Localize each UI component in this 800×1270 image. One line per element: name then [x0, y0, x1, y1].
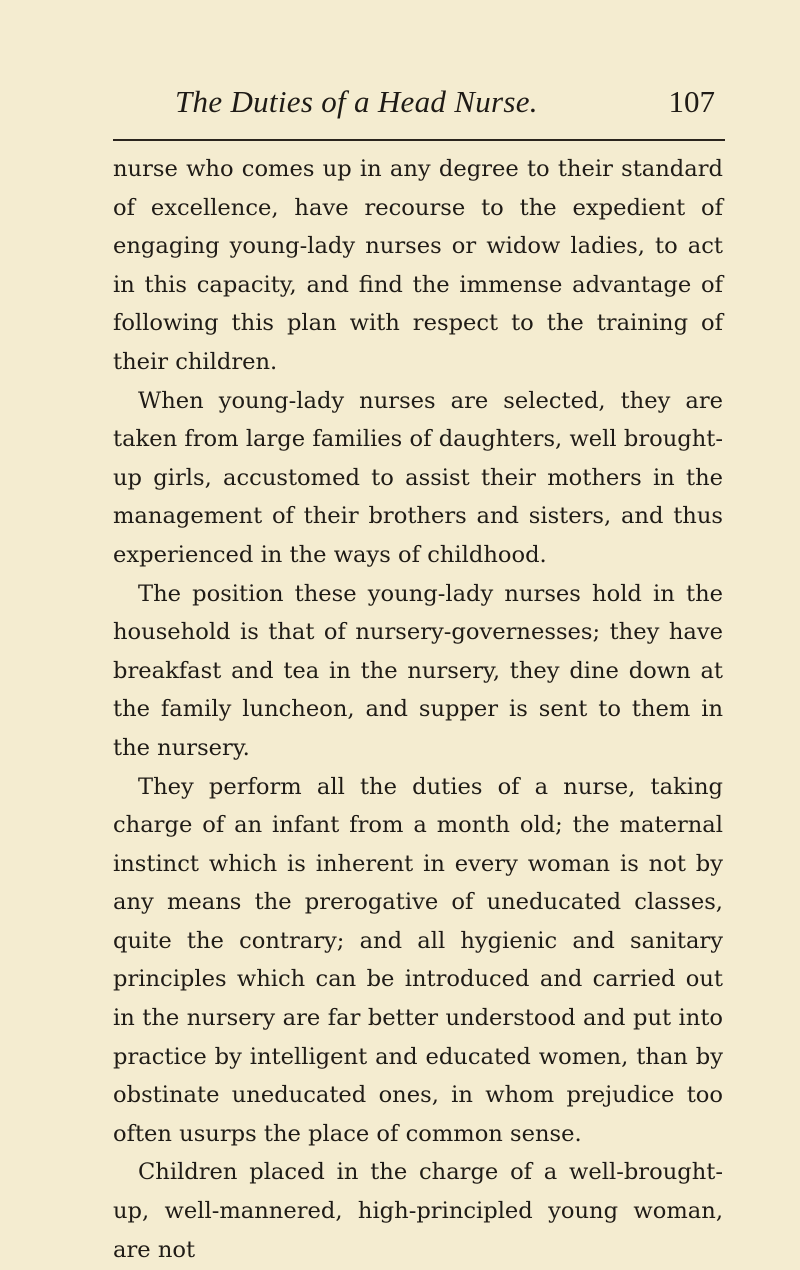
paragraph-4: They perform all the duties of a nurse, taking charge of an infant from a month old; the maternal instinct which is inherent in every woman is not by any means the prerogative of uneducated classes, quite the contrary; and all hygienic and sanitary principles which can be introduced and carried out in the nursery are far better understood and put into practice by intelligent and educated women, than by obstinate uneducated ones, in whom prejudice too often usurps the place of common sense.: [113, 773, 723, 1147]
page-number: 107: [668, 84, 715, 119]
header-rule: [113, 139, 725, 141]
paragraph-3: The position these young-lady nurses hold in the household is that of nursery-governesses; they have breakfast and tea in the nursery, they dine down at the family luncheon, and supper is sent to them in the nursery.: [113, 580, 723, 761]
paragraph-2: When young-lady nurses are selected, they are taken from large families of daughters, well brought-up girls, accustomed to assist their mothers in the management of their brothers and sisters, and thus experienced in the ways of childhood.: [113, 387, 723, 568]
running-head: [175, 84, 715, 130]
paragraph-5: Children placed in the charge of a well-brought-up, well-mannered, high-principled young woman, are not: [113, 1159, 723, 1263]
body-text: [113, 150, 723, 1269]
running-title: The Duties of a Head Nurse.: [175, 84, 538, 119]
paragraph-1: nurse who comes up in any degree to their standard of excellence, have recourse to the expedient of engaging young-lady nurses or widow ladies, to act in this capacity, and find the immense advantage of following this plan with respect to the training of their children.: [113, 156, 723, 375]
